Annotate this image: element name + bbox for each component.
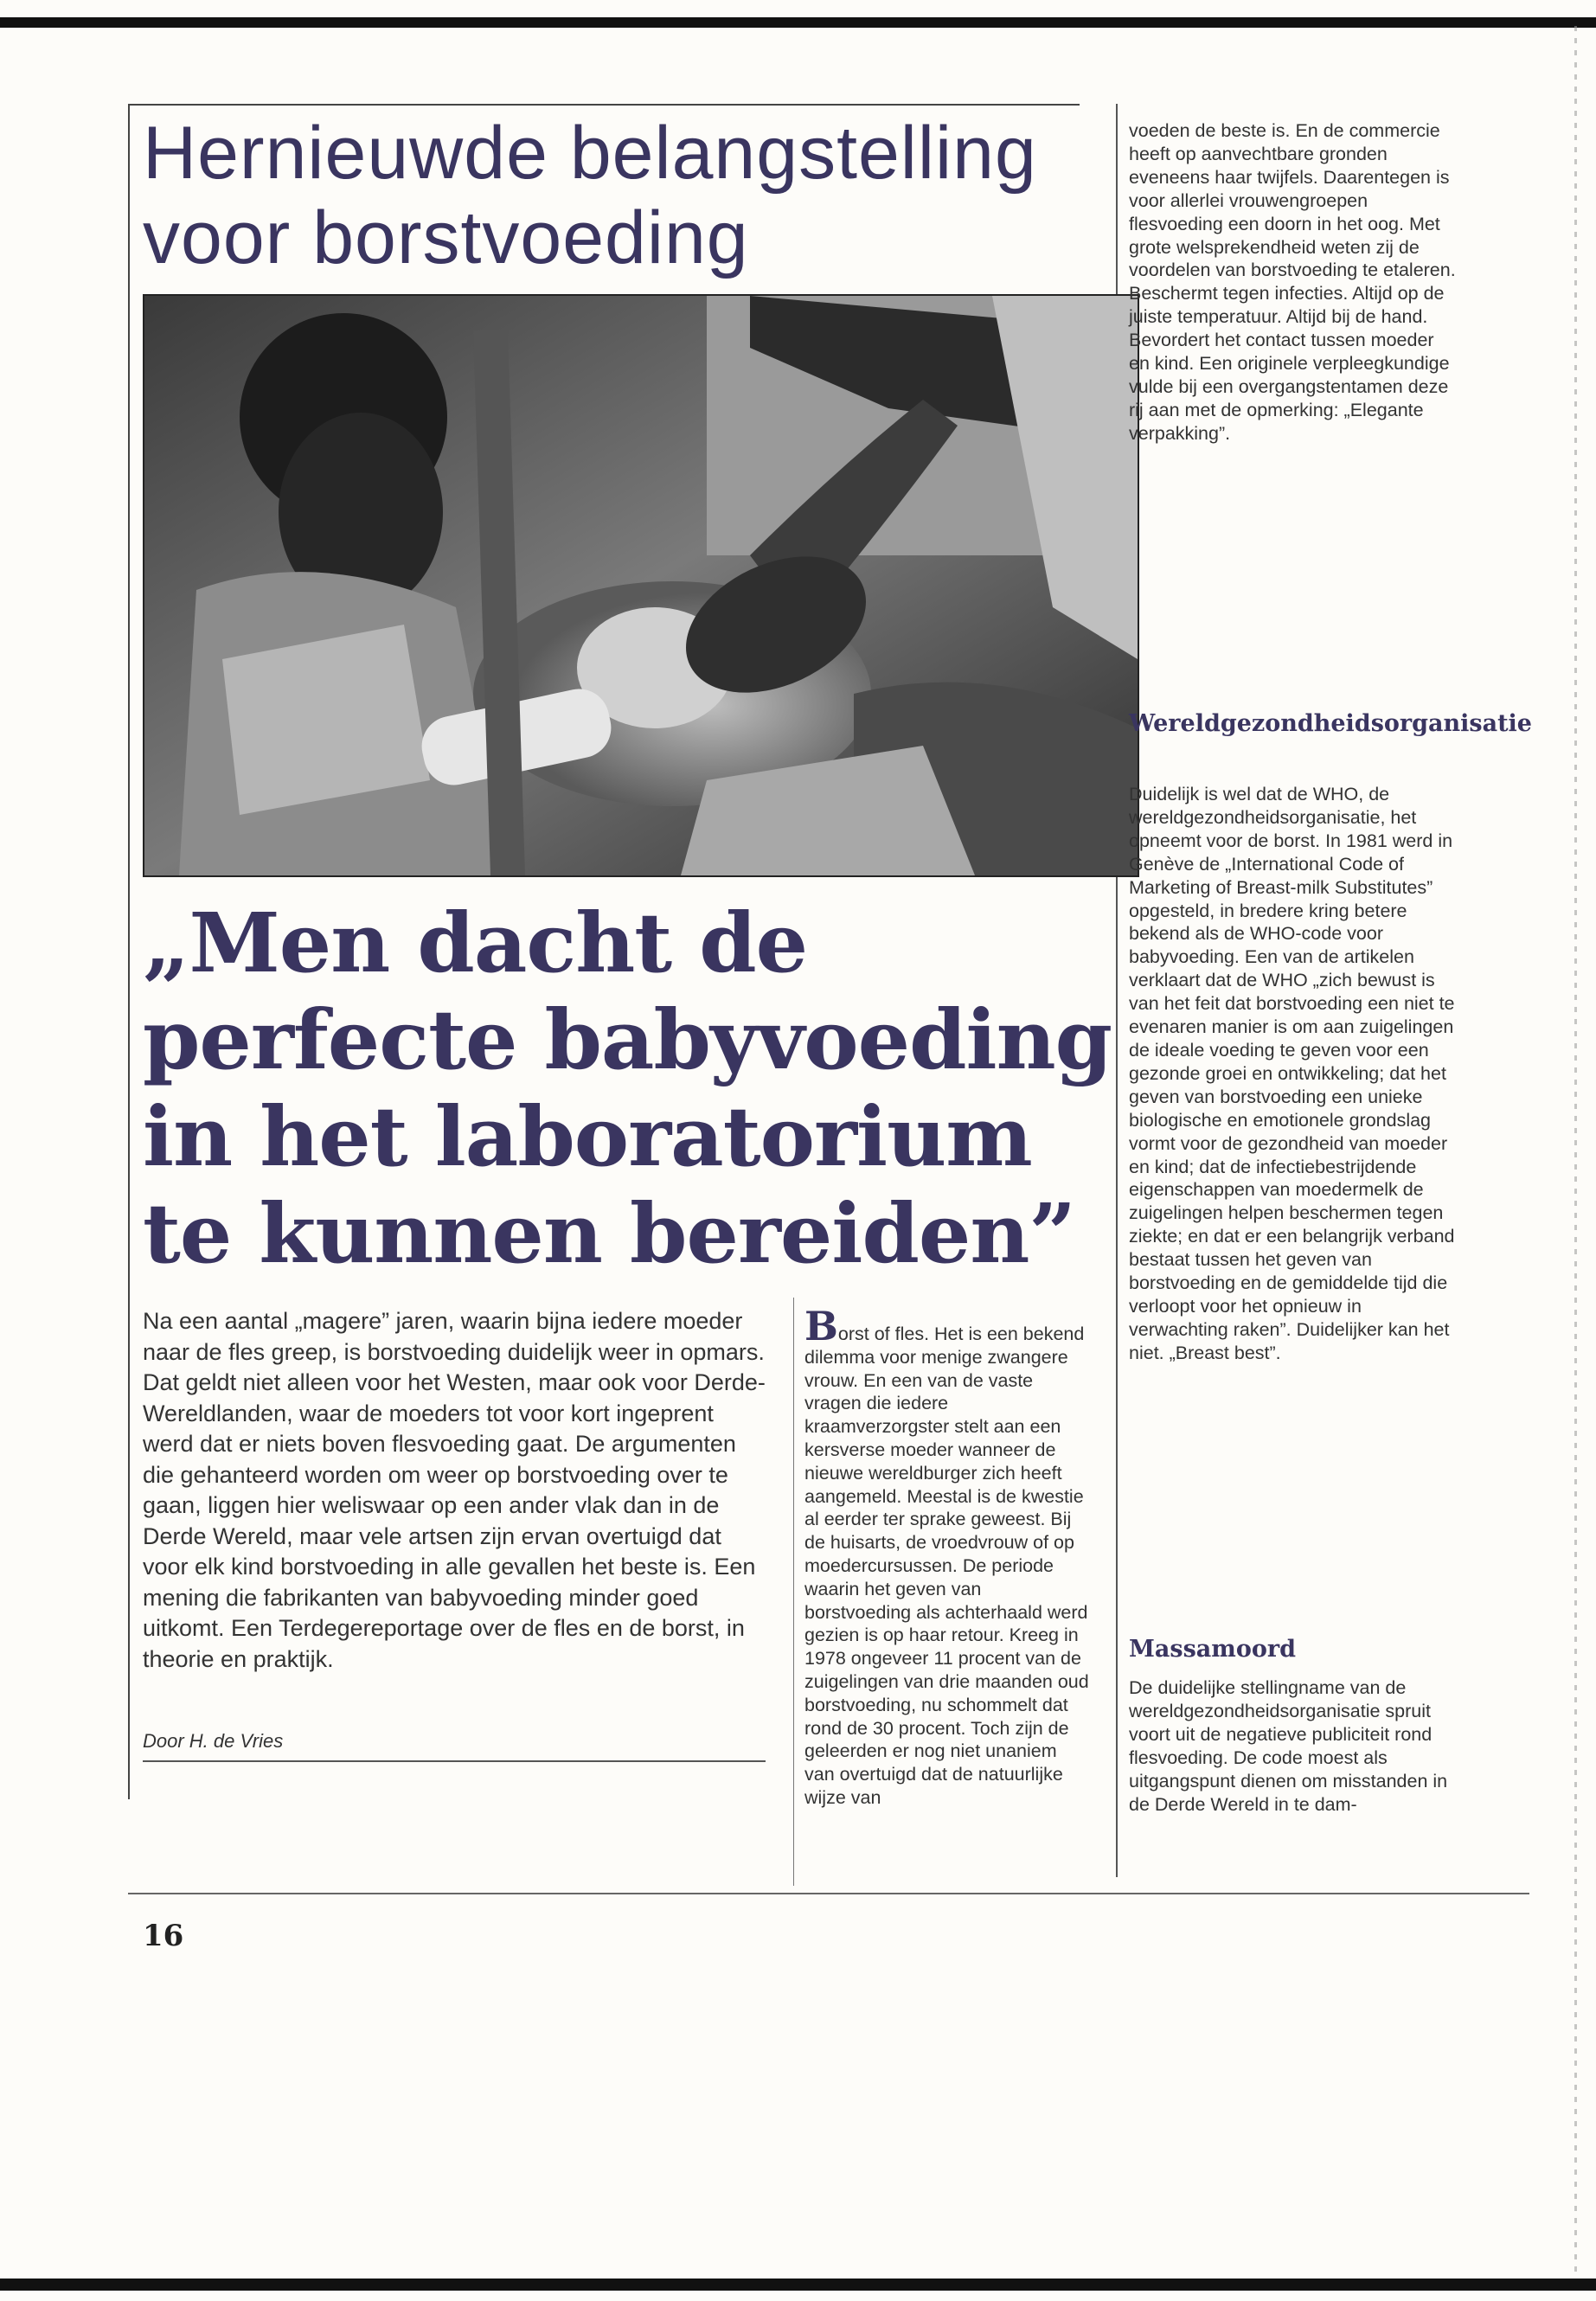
frame-line-top	[128, 104, 1080, 106]
subhead-who: Wereldgezondheidsorganisatie	[1129, 710, 1532, 737]
pull-quote: „Men dacht de perfecte babyvoeding in het laboratorium te kunnen bereiden”	[143, 895, 1112, 1282]
byline-rule	[143, 1760, 766, 1762]
byline: Door H. de Vries	[143, 1730, 284, 1752]
body-column-2-text: orst of fles. Het is een bekend dilemma voor menige zwangere vrouw. En een van de vaste vragen die iedere kraamverzorgster stelt aan een kersverse moeder wanneer de nieuwe wereldburger zich heeft aangemeld. Meestal is de kwestie al eerder ter sprake geweest. Bij de huisarts, de vroedvrouw of op moedercursussen. De periode waarin het geven van borstvoeding als achterhaald werd gezien is op haar retour. Kreeg in 1978 ongeveer 11 procent van de zuigelingen van drie maanden oud borstvoeding, nu schommelt dat rond de 30 procent. Toch zijn de geleerden er nog niet unaniem van overtuigd dat de natuurlijke wijze van	[804, 1324, 1089, 1808]
body-column-3-bottom: De duidelijke stellingname van de wereldgezondheidsorganisatie spruit voort uit de negatieve publiciteit rond flesvoeding. De code moest als uitgangspunt dienen om misstanden in de Derde Wereld in te dam-	[1129, 1677, 1448, 1815]
intro-paragraph: Na een aantal „magere” jaren, waarin bijna iedere moeder naar de fles greep, is borstvoeding duidelijk weer in opmars. Dat geldt niet alleen voor het Westen, maar ook voor Derde-Wereldlanden, waar de moeders tot voor kort ingeprent werd dat er niets boven flesvoeding gaat. De argumenten die gehanteerd worden om weer op borstvoeding over te gaan, liggen hier weliswaar op een ander vlak dan in de Derde Wereld, maar vele artsen zijn ervan overtuigd dat voor elk kind borstvoeding in alle gevallen het beste is. Een mening die fabrikanten van babyvoeding minder goed uitkomt. Een Terdegereportage over de fles en de borst, in theorie en praktijk.	[143, 1308, 766, 1672]
frame-line-bottom	[128, 1893, 1529, 1894]
top-border	[0, 17, 1596, 28]
page-number: 16	[143, 1919, 184, 1953]
photograph-mother-feeding-baby-icon	[143, 294, 1139, 877]
drop-cap: B	[804, 1303, 838, 1349]
article-title: Hernieuwde belangstelling voor borstvoeding	[143, 112, 1037, 279]
column-divider	[793, 1298, 794, 1886]
subhead-massamoord: Massamoord	[1129, 1636, 1296, 1663]
body-column-3-top: voeden de beste is. En de commercie heeft op aanvechtbare gronden eveneens haar twijfels. Daarentegen is voor allerlei vrouwengroepen flesvoeding een doorn in het oog. Met grote welsprekendheid weten zij de voordelen van borstvoeding te etaleren. Beschermt tegen infecties. Altijd op de juiste temperatuur. Altijd bij de hand. Bevordert het contact tussen moeder en kind. Een originele verpleegkundige vulde bij een overgangstentamen deze rij aan met de opmerking: „Elegante verpakking”.	[1129, 120, 1456, 444]
body-column-3-middle: Duidelijk is wel dat de WHO, de wereldgezondheidsorganisatie, het opneemt voor de borst. In 1981 werd in Genève de „International Code of Marketing of Breast-milk Substitutes” opgesteld, in bredere kring betere bekend als de WHO-code voor babyvoeding. Een van de artikelen verklaart dat de WHO „zich bewust is van het feit dat borstvoeding een niet te evenaren manier is om aan zuigelingen de ideale voeding te geven voor een gezonde groei en ontwikkeling; dat het geven van borstvoeding een unieke biologische en emotionele grondslag vormt voor de gezondheid van moeder en kind; dat de infectiebestrijdende eigenschappen van moedermelk de zuigelingen helpen beschermen tegen ziekte; en dat er een belangrijk verband bestaat tussen het geven van borstvoeding en de gemiddelde tijd die verloopt voor het opnieuw in verwachting raken”. Duidelijker kan het niet. „Breast best”.	[1129, 784, 1455, 1363]
scan-edge	[1574, 26, 1577, 2275]
frame-line-left	[128, 104, 130, 1799]
body-column-2	[804, 1303, 1090, 1810]
bottom-border	[0, 2279, 1596, 2291]
